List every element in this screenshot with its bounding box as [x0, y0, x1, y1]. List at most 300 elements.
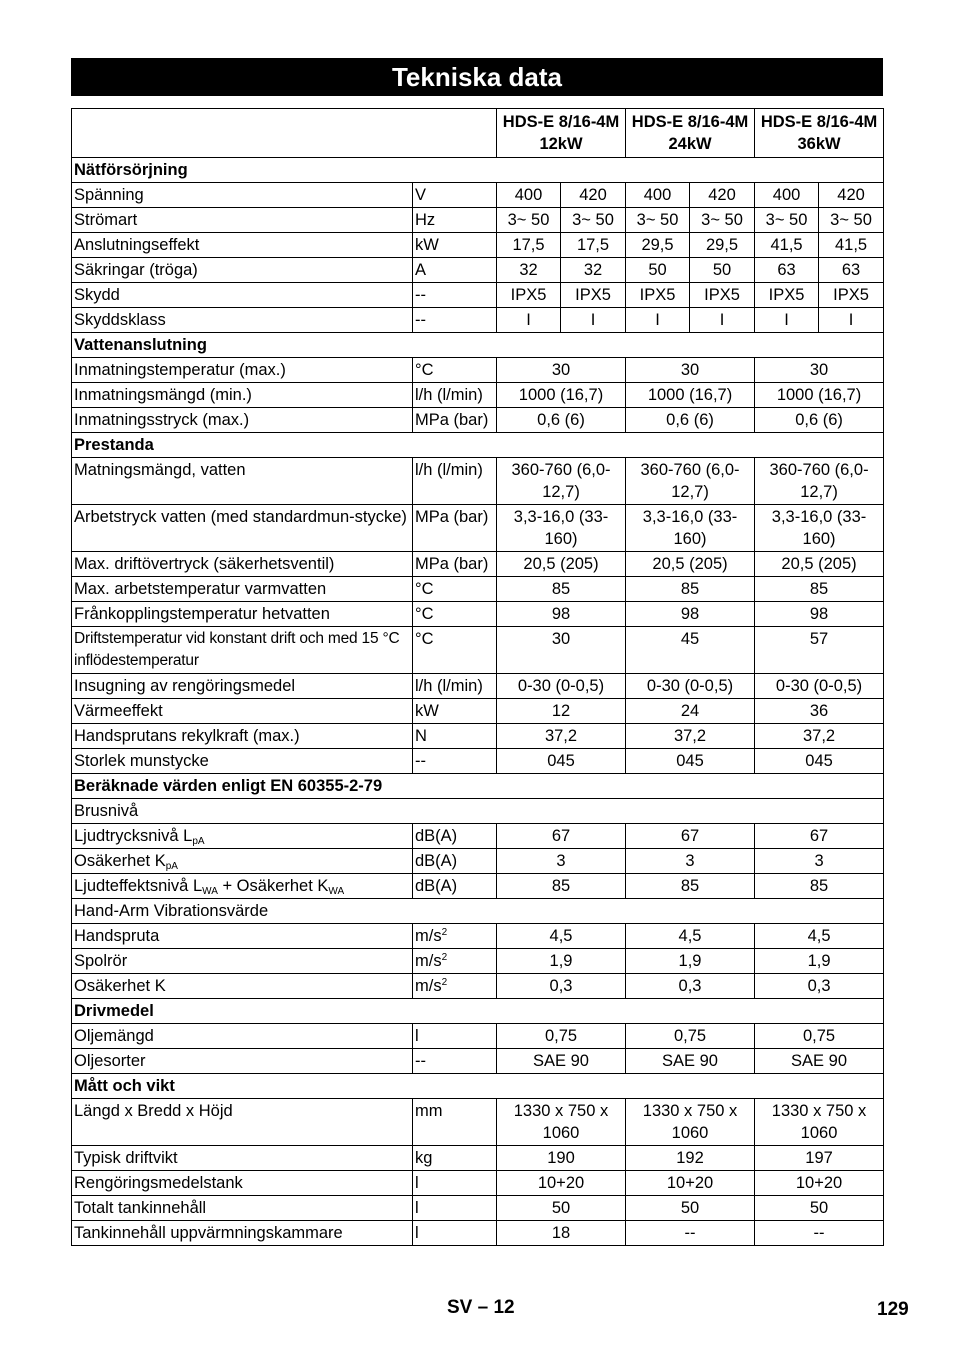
row-unit	[413, 1221, 497, 1246]
value-cell: 197	[755, 1146, 884, 1171]
value-cell: 0,6 (6)	[497, 408, 626, 433]
row-label-text: Frånkopplingstemperatur hetvatten	[74, 605, 330, 623]
value-cell: IPX5	[690, 283, 755, 308]
value-cell: 50	[755, 1196, 884, 1221]
value-cell: 20,5 (205)	[497, 552, 626, 577]
value-cell: 85	[626, 577, 755, 602]
row-unit	[413, 1171, 497, 1196]
value-cell: 17,5	[497, 233, 561, 258]
row-unit	[413, 308, 497, 333]
value-cell: 24	[626, 699, 755, 724]
value-cell: 400	[626, 183, 690, 208]
row-unit	[413, 974, 497, 999]
value-cell: 10+20	[497, 1171, 626, 1196]
row-unit-text: --	[415, 752, 426, 770]
row-unit-text: Hz	[415, 211, 436, 229]
row-label	[72, 1146, 413, 1171]
value-cell: 20,5 (205)	[626, 552, 755, 577]
table-row	[72, 674, 884, 699]
value-cell: 045	[626, 749, 755, 774]
subheading-row	[72, 899, 884, 924]
section-row	[72, 1074, 884, 1099]
row-label	[72, 824, 413, 849]
table-row	[72, 824, 884, 849]
row-unit	[413, 674, 497, 699]
value-cell: 045	[497, 749, 626, 774]
table-row	[72, 1049, 884, 1074]
value-cell: 0,3	[497, 974, 626, 999]
table-row	[72, 183, 884, 208]
row-unit-text: l	[415, 1027, 419, 1045]
row-unit	[413, 183, 497, 208]
row-label-text: Typisk driftvikt	[74, 1149, 178, 1167]
row-label-text: Max. driftövertryck (säkerhetsventil)	[74, 555, 335, 573]
row-label	[72, 1049, 413, 1074]
row-label-text: Handspruta	[74, 927, 160, 945]
row-unit-text: --	[415, 286, 426, 304]
row-unit	[413, 874, 497, 899]
row-label-text: Matningsmängd, vatten	[74, 461, 246, 479]
value-cell: 45	[626, 627, 755, 674]
value-cell: 3,3-16,0 (33-160)	[755, 505, 884, 552]
table-row	[72, 505, 884, 552]
section-row	[72, 158, 884, 183]
value-cell: 29,5	[690, 233, 755, 258]
section-drivmedel: Drivmedel	[72, 999, 884, 1024]
value-cell: 0,75	[755, 1024, 884, 1049]
row-label	[72, 974, 413, 999]
model-header: HDS-E 8/16-4M 12kW	[497, 109, 626, 158]
value-cell: 12	[497, 699, 626, 724]
table-row	[72, 874, 884, 899]
value-cell: 0,3	[626, 974, 755, 999]
table-row	[72, 1024, 884, 1049]
unit-superscript: 2	[441, 977, 448, 988]
row-unit-text: --	[415, 311, 426, 329]
table-row	[72, 383, 884, 408]
value-cell: IPX5	[819, 283, 884, 308]
row-unit	[413, 627, 497, 674]
header-row	[72, 109, 884, 158]
value-cell: 045	[755, 749, 884, 774]
value-cell: I	[690, 308, 755, 333]
table-row	[72, 974, 884, 999]
table-row	[72, 577, 884, 602]
row-label	[72, 1221, 413, 1246]
value-cell: 98	[755, 602, 884, 627]
value-cell: 0,6 (6)	[626, 408, 755, 433]
row-unit-text: °C	[415, 580, 434, 598]
value-cell: 0,75	[626, 1024, 755, 1049]
table-row	[72, 208, 884, 233]
value-cell: 3	[755, 849, 884, 874]
row-label	[72, 1196, 413, 1221]
row-label-text: Max. arbetstemperatur varmvatten	[74, 580, 327, 598]
row-unit	[413, 824, 497, 849]
value-cell: 37,2	[755, 724, 884, 749]
value-cell: 17,5	[561, 233, 626, 258]
row-unit-text: dB(A)	[415, 877, 458, 895]
value-cell: IPX5	[561, 283, 626, 308]
row-label-text: Inmatningsstryck (max.)	[74, 411, 250, 429]
value-cell: 4,5	[755, 924, 884, 949]
value-cell: 3~ 50	[561, 208, 626, 233]
value-cell: 3	[497, 849, 626, 874]
row-label-text: Insugning av rengöringsmedel	[74, 677, 296, 695]
value-cell: 1330 x 750 x 1060	[755, 1099, 884, 1146]
section-row	[72, 433, 884, 458]
footer-language: SV – 12	[447, 1297, 515, 1318]
row-unit	[413, 1049, 497, 1074]
value-cell: 85	[497, 577, 626, 602]
row-label-text: Skydd	[74, 286, 120, 304]
row-label-text: Driftstemperatur vid konstant drift och med 15 °C inflödestemperatur	[74, 630, 400, 669]
model-header: HDS-E 8/16-4M 36kW	[755, 109, 884, 158]
value-cell: 50	[497, 1196, 626, 1221]
row-unit	[413, 505, 497, 552]
row-unit	[413, 1196, 497, 1221]
row-label	[72, 308, 413, 333]
row-label-text: Inmatningsmängd (min.)	[74, 386, 252, 404]
value-cell: I	[497, 308, 561, 333]
row-label	[72, 674, 413, 699]
row-label-text: Strömart	[74, 211, 138, 229]
value-cell: 360-760 (6,0-12,7)	[497, 458, 626, 505]
row-unit	[413, 749, 497, 774]
row-label	[72, 258, 413, 283]
section-beraknade: Beräknade värden enligt EN 60355-2-79	[72, 774, 884, 799]
value-cell: --	[626, 1221, 755, 1246]
value-cell: --	[755, 1221, 884, 1246]
value-cell: 3~ 50	[755, 208, 819, 233]
value-cell: 98	[626, 602, 755, 627]
value-cell: 4,5	[497, 924, 626, 949]
row-unit	[413, 1024, 497, 1049]
row-label	[72, 208, 413, 233]
model-header: HDS-E 8/16-4M 24kW	[626, 109, 755, 158]
row-label	[72, 408, 413, 433]
row-unit	[413, 1146, 497, 1171]
row-label-text: + Osäkerhet K	[217, 877, 329, 895]
row-label	[72, 699, 413, 724]
value-cell: 18	[497, 1221, 626, 1246]
row-unit	[413, 724, 497, 749]
value-cell: 63	[755, 258, 819, 283]
value-cell: 50	[626, 258, 690, 283]
value-cell: SAE 90	[626, 1049, 755, 1074]
value-cell: 30	[497, 627, 626, 674]
value-cell: 360-760 (6,0-12,7)	[755, 458, 884, 505]
row-label-text: Rengöringsmedelstank	[74, 1174, 243, 1192]
row-unit-text: m/s	[415, 952, 442, 970]
table-row	[72, 924, 884, 949]
table-row	[72, 408, 884, 433]
value-cell: 3~ 50	[497, 208, 561, 233]
row-label	[72, 1099, 413, 1146]
row-label-text: Ljudtrycksnivå L	[74, 827, 193, 845]
value-cell: I	[561, 308, 626, 333]
row-unit-text: m/s	[415, 977, 442, 995]
value-cell: I	[755, 308, 819, 333]
section-prestanda: Prestanda	[72, 433, 884, 458]
value-cell: 1000 (16,7)	[626, 383, 755, 408]
row-unit-text: A	[415, 261, 427, 279]
value-cell: 50	[690, 258, 755, 283]
subheading-brusniva: Brusnivå	[72, 799, 884, 824]
value-cell: 1330 x 750 x 1060	[497, 1099, 626, 1146]
page-title: Tekniska data	[71, 58, 883, 96]
row-label	[72, 233, 413, 258]
value-cell: 400	[755, 183, 819, 208]
value-cell: 3	[626, 849, 755, 874]
value-cell: 67	[497, 824, 626, 849]
row-label	[72, 924, 413, 949]
row-unit-text: °C	[415, 630, 434, 648]
row-unit	[413, 383, 497, 408]
row-label-text: Tankinnehåll uppvärmningskammare	[74, 1224, 343, 1242]
value-cell: 3,3-16,0 (33-160)	[626, 505, 755, 552]
value-cell: 50	[626, 1196, 755, 1221]
value-cell: 20,5 (205)	[755, 552, 884, 577]
row-label	[72, 577, 413, 602]
row-unit-text: l/h (l/min)	[415, 461, 483, 479]
value-cell: I	[819, 308, 884, 333]
row-label	[72, 849, 413, 874]
row-label-text: Inmatningstemperatur (max.)	[74, 361, 286, 379]
row-unit	[413, 1099, 497, 1146]
value-cell: 3,3-16,0 (33-160)	[497, 505, 626, 552]
table-row	[72, 1171, 884, 1196]
subheading-vibration: Hand-Arm Vibrationsvärde	[72, 899, 884, 924]
row-unit-text: V	[415, 186, 427, 204]
table-row	[72, 1196, 884, 1221]
section-row	[72, 999, 884, 1024]
row-label	[72, 602, 413, 627]
row-label	[72, 1171, 413, 1196]
row-unit	[413, 602, 497, 627]
row-label-text: Osäkerhet K	[74, 852, 166, 870]
row-label-text: Osäkerhet K	[74, 977, 166, 995]
row-unit	[413, 208, 497, 233]
row-unit-text: dB(A)	[415, 852, 458, 870]
value-cell: 0-30 (0-0,5)	[755, 674, 884, 699]
row-label	[72, 724, 413, 749]
value-cell: 0-30 (0-0,5)	[626, 674, 755, 699]
row-unit-text: --	[415, 1052, 426, 1070]
row-unit-text: l/h (l/min)	[415, 386, 483, 404]
value-cell: 3~ 50	[690, 208, 755, 233]
row-unit	[413, 924, 497, 949]
value-cell: 190	[497, 1146, 626, 1171]
value-cell: 1,9	[755, 949, 884, 974]
table-row	[72, 749, 884, 774]
value-cell: 32	[561, 258, 626, 283]
value-cell: 41,5	[755, 233, 819, 258]
row-label	[72, 383, 413, 408]
header-blank	[72, 109, 497, 158]
table-row	[72, 699, 884, 724]
section-row	[72, 774, 884, 799]
value-cell: 3~ 50	[819, 208, 884, 233]
row-label	[72, 1024, 413, 1049]
table-row	[72, 258, 884, 283]
value-cell: 0-30 (0-0,5)	[497, 674, 626, 699]
row-label-text: Oljemängd	[74, 1027, 154, 1045]
value-cell: IPX5	[755, 283, 819, 308]
value-cell: 10+20	[755, 1171, 884, 1196]
value-cell: 67	[755, 824, 884, 849]
value-cell: 85	[497, 874, 626, 899]
row-unit	[413, 283, 497, 308]
table-row	[72, 1146, 884, 1171]
row-label-text: Säkringar (tröga)	[74, 261, 198, 279]
table-row	[72, 1221, 884, 1246]
row-label-text: Spänning	[74, 186, 144, 204]
row-label-text: Längd x Bredd x Höjd	[74, 1102, 233, 1120]
value-cell: 4,5	[626, 924, 755, 949]
row-unit-text: l/h (l/min)	[415, 677, 483, 695]
row-unit	[413, 458, 497, 505]
value-cell: SAE 90	[755, 1049, 884, 1074]
row-unit	[413, 358, 497, 383]
value-cell: 1000 (16,7)	[497, 383, 626, 408]
spec-table	[71, 108, 884, 1246]
unit-superscript: 2	[441, 952, 448, 963]
row-unit-text: MPa (bar)	[415, 555, 489, 573]
row-unit-text: dB(A)	[415, 827, 458, 845]
row-unit-text: °C	[415, 361, 434, 379]
value-cell: 400	[497, 183, 561, 208]
value-cell: 30	[497, 358, 626, 383]
row-label	[72, 358, 413, 383]
row-unit-text: m/s	[415, 927, 442, 945]
value-cell: 85	[626, 874, 755, 899]
table-row	[72, 233, 884, 258]
value-cell: 1,9	[497, 949, 626, 974]
value-cell: 32	[497, 258, 561, 283]
value-cell: 360-760 (6,0-12,7)	[626, 458, 755, 505]
row-label	[72, 627, 413, 674]
value-cell: IPX5	[626, 283, 690, 308]
row-unit-text: N	[415, 727, 427, 745]
subheading-row	[72, 799, 884, 824]
row-unit	[413, 849, 497, 874]
row-unit-text: kW	[415, 702, 439, 720]
row-unit	[413, 577, 497, 602]
value-cell: 1330 x 750 x 1060	[626, 1099, 755, 1146]
value-cell: 1000 (16,7)	[755, 383, 884, 408]
row-label-text: Värmeeffekt	[74, 702, 163, 720]
row-unit-text: l	[415, 1224, 419, 1242]
table-row	[72, 458, 884, 505]
section-row	[72, 333, 884, 358]
value-cell: 41,5	[819, 233, 884, 258]
value-cell: 192	[626, 1146, 755, 1171]
row-label	[72, 552, 413, 577]
row-label-text: Totalt tankinnehåll	[74, 1199, 207, 1217]
table-row	[72, 602, 884, 627]
row-label-text: Storlek munstycke	[74, 752, 209, 770]
row-unit	[413, 258, 497, 283]
value-cell: 0,6 (6)	[755, 408, 884, 433]
section-vattenanslutning: Vattenanslutning	[72, 333, 884, 358]
value-cell: 1,9	[626, 949, 755, 974]
row-label-text: Skyddsklass	[74, 311, 166, 329]
row-unit	[413, 552, 497, 577]
row-label	[72, 458, 413, 505]
row-unit-text: mm	[415, 1102, 443, 1120]
row-label-text: Handsprutans rekylkraft (max.)	[74, 727, 300, 745]
row-unit-text: MPa (bar)	[415, 411, 489, 429]
row-label-text: Arbetstryck vatten (med standardmun-stycke)	[74, 508, 407, 526]
value-cell: 37,2	[497, 724, 626, 749]
table-row	[72, 308, 884, 333]
table-row	[72, 283, 884, 308]
value-cell: 37,2	[626, 724, 755, 749]
row-unit	[413, 949, 497, 974]
row-unit-text: kg	[415, 1149, 433, 1167]
row-unit	[413, 233, 497, 258]
row-label-text: Oljesorter	[74, 1052, 146, 1070]
table-row	[72, 627, 884, 674]
row-unit	[413, 699, 497, 724]
row-label	[72, 874, 413, 899]
label-subscript: pA	[192, 836, 205, 847]
value-cell: 0,3	[755, 974, 884, 999]
value-cell: 420	[561, 183, 626, 208]
section-matt-och-vikt: Mått och vikt	[72, 1074, 884, 1099]
value-cell: I	[626, 308, 690, 333]
footer-page-number: 129	[877, 1299, 909, 1320]
table-row	[72, 552, 884, 577]
value-cell: 63	[819, 258, 884, 283]
row-label	[72, 749, 413, 774]
value-cell: 85	[755, 874, 884, 899]
table-row	[72, 949, 884, 974]
value-cell: IPX5	[497, 283, 561, 308]
value-cell: 30	[755, 358, 884, 383]
row-unit-text: l	[415, 1174, 419, 1192]
value-cell: 420	[690, 183, 755, 208]
row-label	[72, 949, 413, 974]
row-label	[72, 183, 413, 208]
label-subscript: WA	[202, 886, 218, 897]
row-label-text: Anslutningseffekt	[74, 236, 200, 254]
row-label-text: Ljudteffektsnivå L	[74, 877, 203, 895]
label-subscript: WA	[328, 886, 345, 897]
row-unit-text: °C	[415, 605, 434, 623]
row-label	[72, 505, 413, 552]
value-cell: 420	[819, 183, 884, 208]
value-cell: SAE 90	[497, 1049, 626, 1074]
row-unit	[413, 408, 497, 433]
value-cell: 0,75	[497, 1024, 626, 1049]
row-unit-text: l	[415, 1199, 419, 1217]
value-cell: 10+20	[626, 1171, 755, 1196]
section-natforsorjning: Nätförsörjning	[72, 158, 884, 183]
table-row	[72, 1099, 884, 1146]
table-row	[72, 724, 884, 749]
table-row	[72, 849, 884, 874]
label-subscript: pA	[165, 861, 178, 872]
row-unit-text: MPa (bar)	[415, 508, 489, 526]
value-cell: 85	[755, 577, 884, 602]
value-cell: 29,5	[626, 233, 690, 258]
value-cell: 67	[626, 824, 755, 849]
row-unit-text: kW	[415, 236, 439, 254]
value-cell: 98	[497, 602, 626, 627]
table-row	[72, 358, 884, 383]
